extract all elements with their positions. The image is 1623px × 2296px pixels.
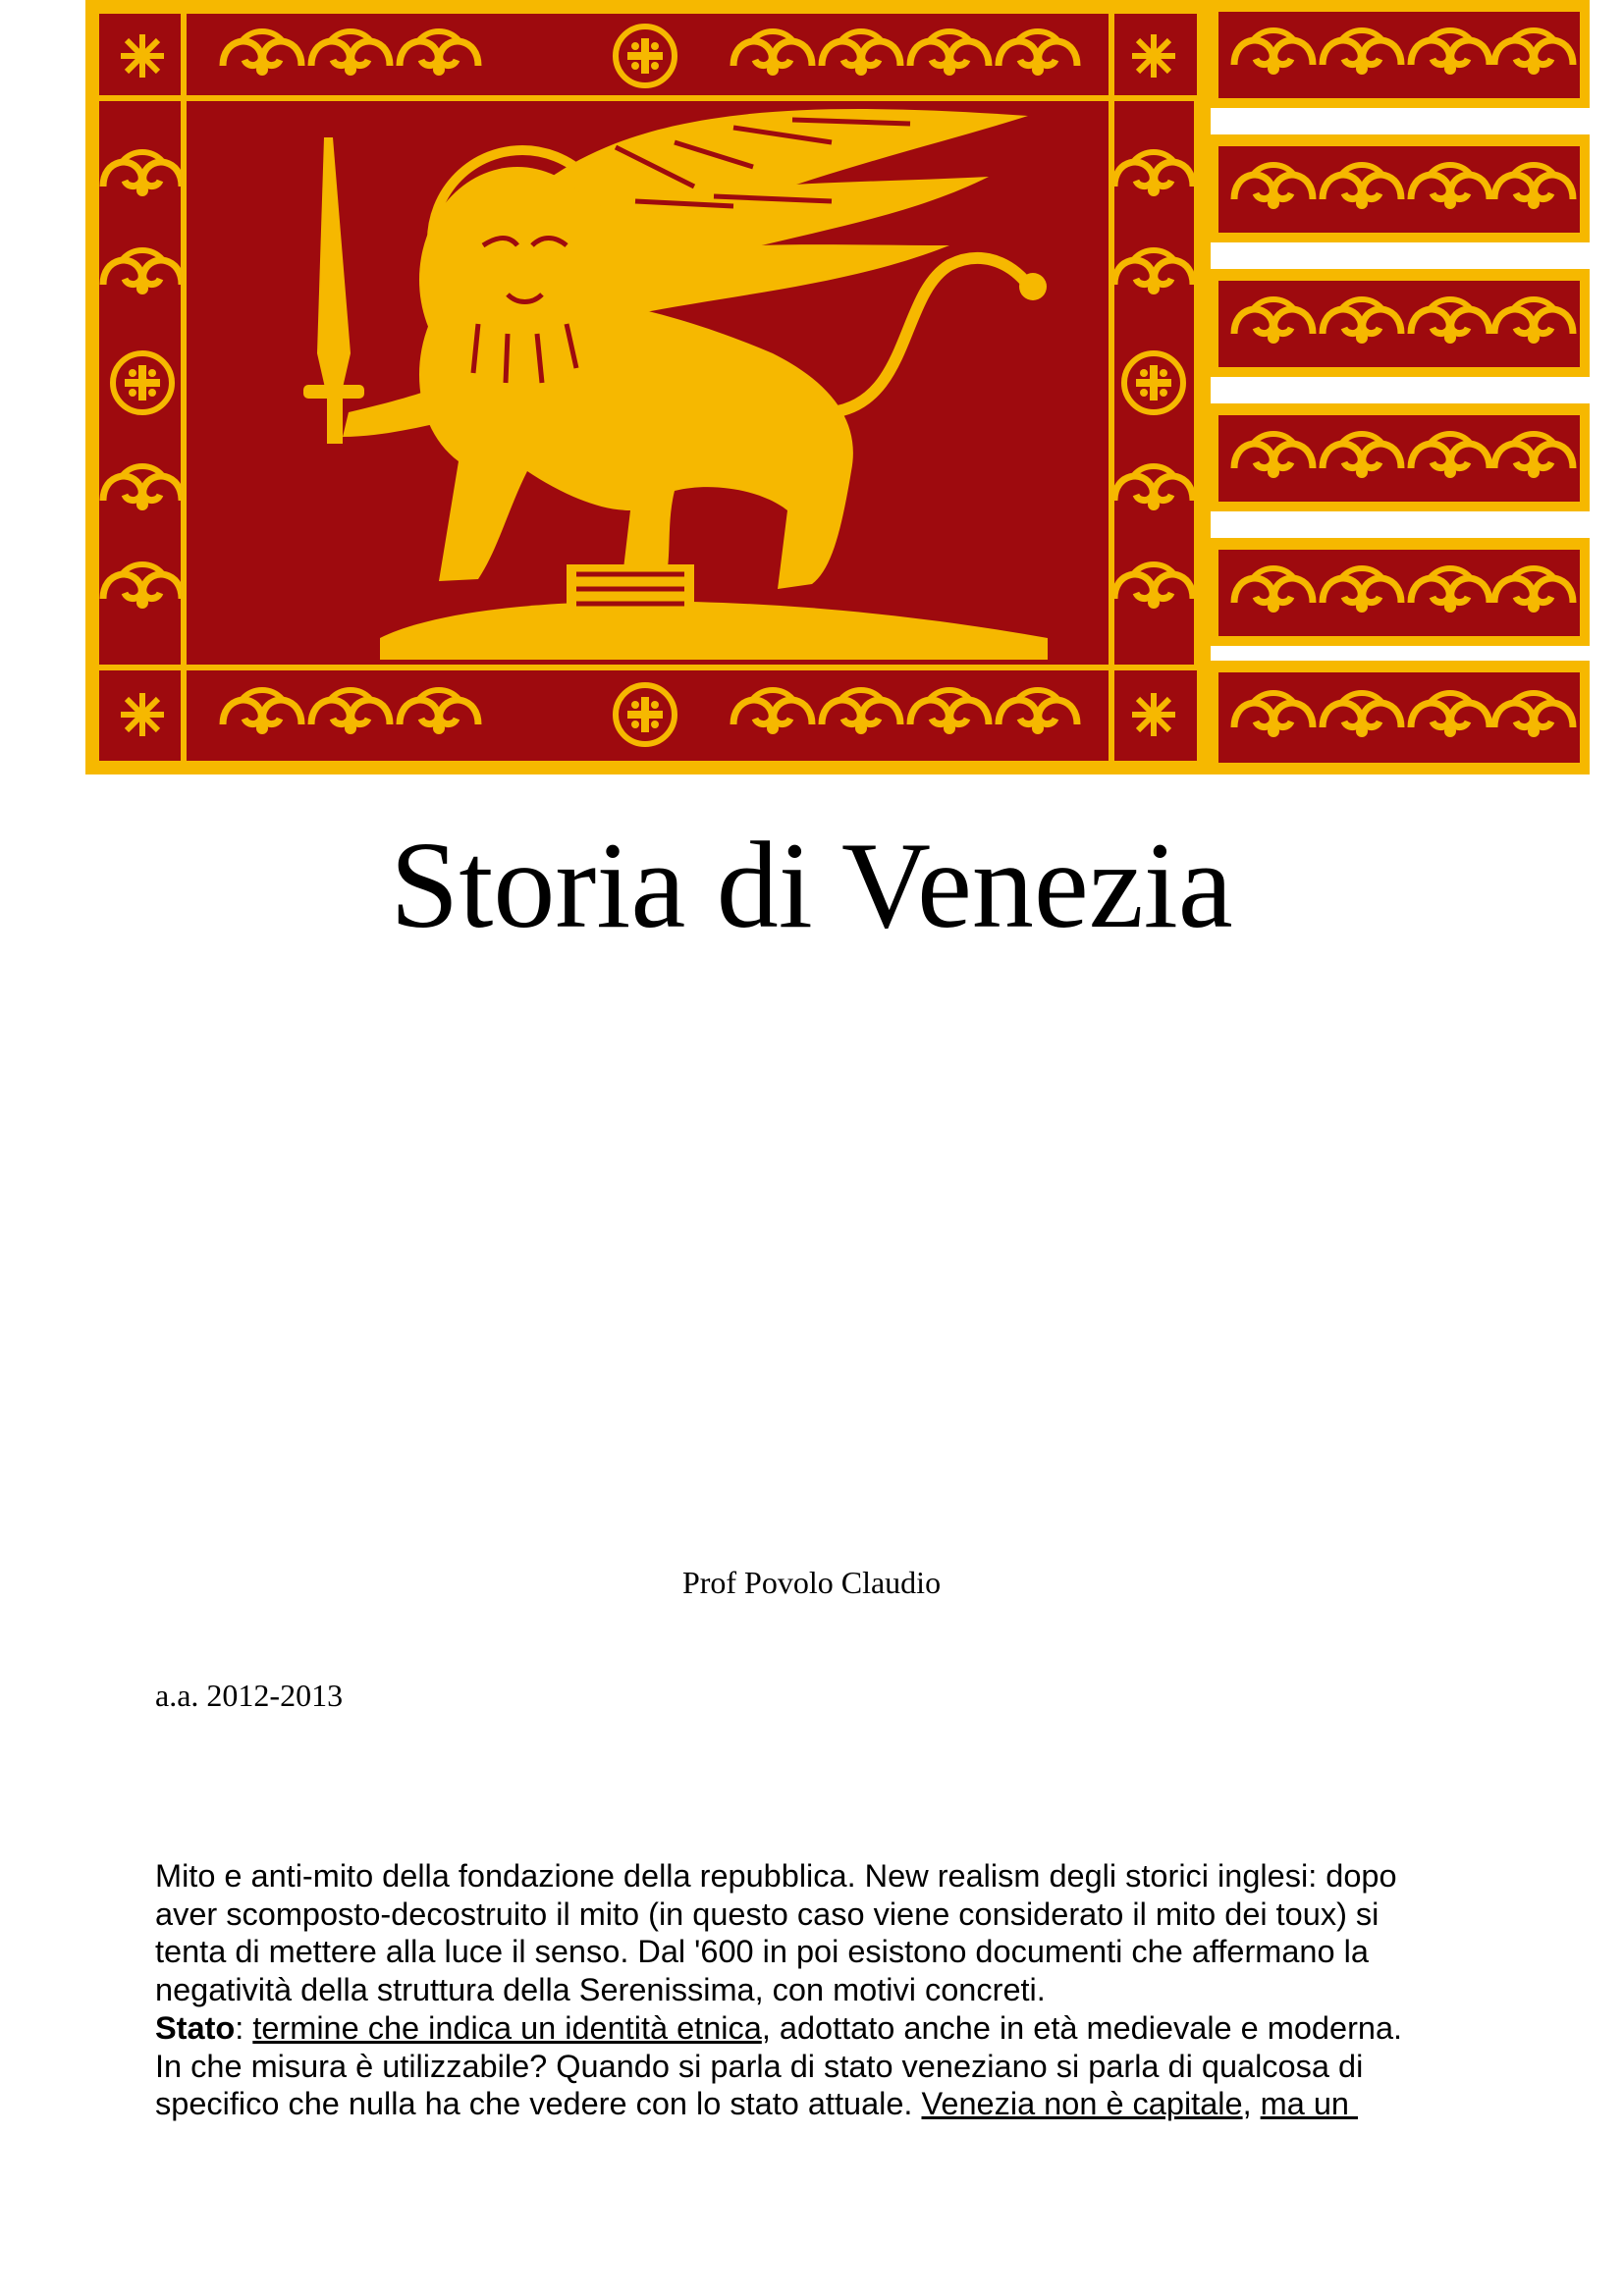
author-name: Prof Povolo Claudio bbox=[681, 1565, 942, 1600]
paragraph-line: aver scomposto-decostruito il mito (in questo caso viene considerato il mito dei toux) si bbox=[155, 1896, 1380, 1932]
body-text bbox=[155, 1857, 1490, 2123]
comma: , bbox=[1242, 2086, 1261, 2122]
paragraph-line: tenta di mettere alla luce il senso. Dal '600 in poi esistono documenti che affermano la bbox=[155, 1934, 1369, 1970]
paragraph-line-last bbox=[155, 2085, 1490, 2123]
stato-rest: , adottato anche in età medievale e moderna. bbox=[761, 2009, 1403, 2046]
underlined-phrase: Venezia non è capitale bbox=[921, 2086, 1243, 2122]
paragraph-line: Mito e anti-mito della fondazione della repubblica. New realism degli storici inglesi: dopo bbox=[155, 1858, 1397, 1894]
line-start: specifico che nulla ha che vedere con lo stato attuale. bbox=[155, 2086, 922, 2122]
venetian-lion-flag-image bbox=[85, 0, 1590, 774]
underlined-phrase: ma un bbox=[1260, 2086, 1358, 2122]
stato-colon: : bbox=[235, 2009, 244, 2046]
paragraph-line: negatività della struttura della Serenissima, con motivi concreti. bbox=[155, 1972, 1046, 2008]
paragraph-line: In che misura è utilizzabile? Quando si parla di stato veneziano si parla di qualcosa di bbox=[155, 2048, 1364, 2084]
stato-line bbox=[155, 2009, 1490, 2048]
document-title: Storia di Venezia bbox=[390, 818, 1233, 954]
stato-definition: termine che indica un identità etnica bbox=[252, 2009, 762, 2046]
stato-term: Stato bbox=[155, 2009, 236, 2046]
academic-year: a.a. 2012-2013 bbox=[155, 1678, 344, 1713]
